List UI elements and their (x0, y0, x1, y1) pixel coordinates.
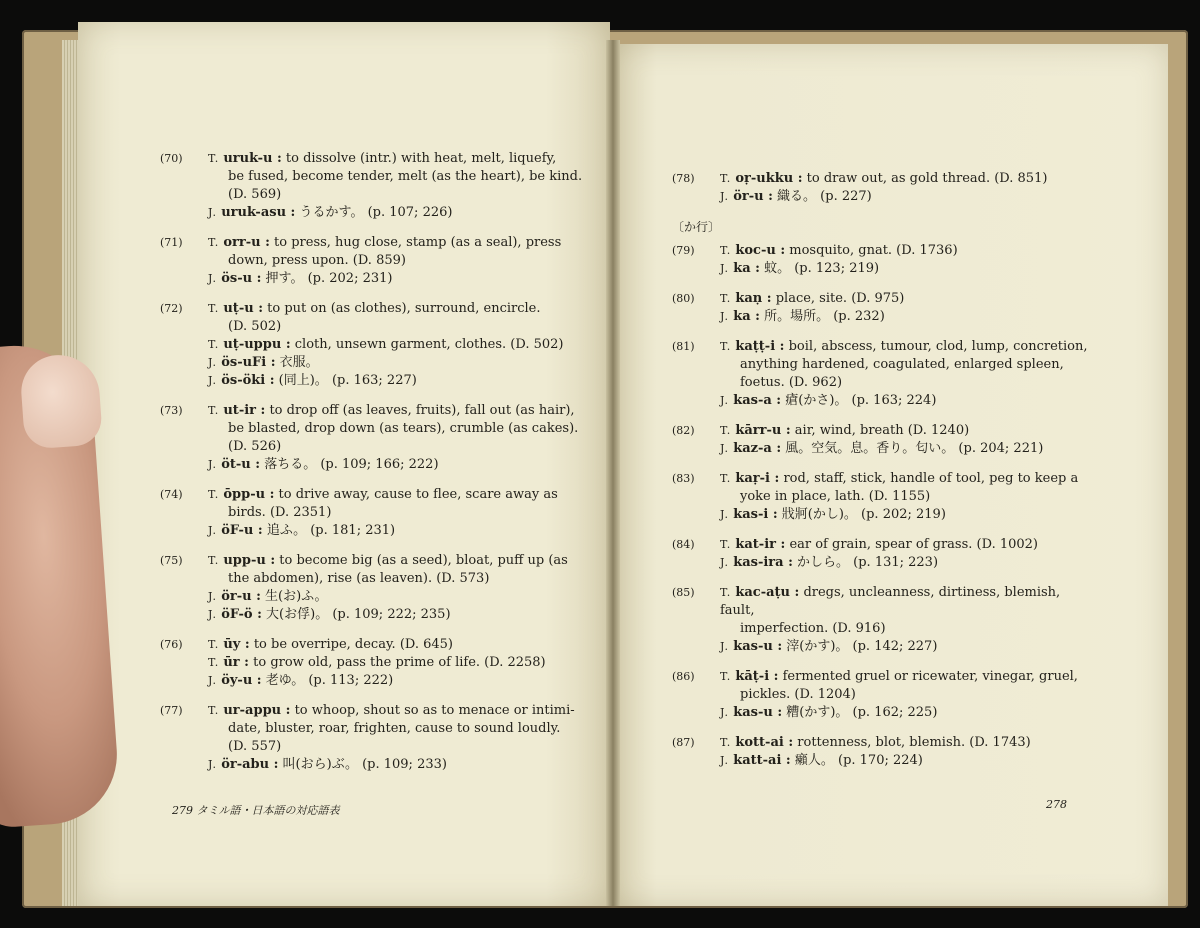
dictionary-entry (160, 234, 590, 288)
entry-line (160, 336, 590, 354)
language-tag: T. (208, 338, 220, 351)
language-tag: J. (208, 374, 218, 387)
headword: oṛ-ukku : (735, 171, 803, 186)
headword: ūy : (223, 637, 250, 652)
definition: to draw out, as gold thread. (D. 851) (802, 171, 1048, 186)
dictionary-entry (672, 242, 1094, 278)
entry-line (160, 636, 590, 654)
language-tag: J. (720, 706, 730, 719)
entry-line (672, 440, 1094, 458)
definition: to drive away, cause to flee, scare away as (274, 487, 558, 502)
language-tag: J. (208, 608, 218, 621)
definition: to become big (as a seed), bloat, puff up (as (275, 553, 568, 568)
definition: 所。場所。 (p. 232) (759, 309, 885, 324)
definition: to be overripe, decay. (D. 645) (249, 637, 454, 652)
entry-number: (72) (160, 302, 183, 315)
headword: kas-u : (733, 639, 783, 654)
definition: mosquito, gnat. (D. 1736) (785, 243, 958, 258)
entry-line (672, 290, 1094, 308)
headword: kas-ira : (733, 555, 793, 570)
dictionary-entry (672, 584, 1094, 656)
language-tag: J. (720, 190, 730, 203)
entry-line (160, 606, 590, 624)
language-tag: T. (208, 656, 220, 669)
headword: kas-i : (733, 507, 778, 522)
language-tag: T. (208, 704, 220, 717)
definition: 糟(かす)。 (p. 162; 225) (782, 705, 938, 720)
entry-line (160, 150, 590, 168)
language-tag: J. (720, 640, 730, 653)
definition: to grow old, pass the prime of life. (D. 2258) (249, 655, 546, 670)
definition: air, wind, breath (D. 1240) (790, 423, 970, 438)
entry-line (160, 672, 590, 690)
headword: kāṭ-i : (735, 669, 779, 684)
language-tag: J. (208, 758, 218, 771)
headword: koc-u : (735, 243, 786, 258)
left-folio: 279 タミル語・日本語の対応語表 (172, 804, 340, 817)
book-gutter (606, 40, 620, 906)
entry-number: (78) (672, 172, 695, 185)
entry-line (672, 338, 1094, 356)
entry-continuation: pickles. (D. 1204) (740, 687, 856, 702)
headword: ör-u : (221, 589, 261, 604)
entry-continuation: down, press upon. (D. 859) (228, 253, 406, 268)
headword: uruk-asu : (221, 205, 296, 220)
language-tag: J. (208, 206, 218, 219)
entry-number: (82) (672, 424, 695, 437)
entry-number: (87) (672, 736, 695, 749)
headword: kas-u : (733, 705, 783, 720)
definition: to whoop, shout so as to menace or intimi- (290, 703, 575, 718)
language-tag: T. (208, 554, 220, 567)
entry-line (672, 752, 1094, 770)
language-tag: T. (208, 236, 220, 249)
entry-line (160, 456, 590, 474)
entry-line (672, 536, 1094, 554)
entry-number: (74) (160, 488, 183, 501)
language-tag: J. (208, 524, 218, 537)
entry-line (672, 554, 1094, 572)
entry-line (672, 170, 1094, 188)
definition: rottenness, blot, blemish. (D. 1743) (793, 735, 1031, 750)
entry-line (160, 270, 590, 288)
definition: 生(お)ふ。 (260, 589, 328, 604)
definition: rod, staff, stick, handle of tool, peg to keep a (779, 471, 1079, 486)
headword: ös-öki : (221, 373, 275, 388)
entry-continuation: date, bluster, roar, frighten, cause to sound loudly. (228, 721, 561, 736)
headword: uṭ-u : (223, 301, 263, 316)
definition: to drop off (as leaves, fruits), fall out (as hair), (265, 403, 575, 418)
entry-number: (75) (160, 554, 183, 567)
headword: kac-aṭu : (735, 585, 800, 600)
dictionary-entry (160, 486, 590, 540)
entry-number: (81) (672, 340, 695, 353)
definition: 衣服。 (275, 355, 319, 370)
definition: 蚊。 (p. 123; 219) (759, 261, 880, 276)
headword: uruk-u : (223, 151, 282, 166)
entry-line (672, 668, 1094, 686)
dictionary-entry (672, 422, 1094, 458)
entry-line (672, 188, 1094, 206)
language-tag: J. (720, 556, 730, 569)
entry-line (672, 584, 1094, 620)
dictionary-entry (672, 668, 1094, 722)
entry-number: (80) (672, 292, 695, 305)
entry-continuation: yoke in place, lath. (D. 1155) (740, 489, 931, 504)
entry-line (672, 704, 1094, 722)
headword: ur-appu : (223, 703, 291, 718)
definition: to press, hug close, stamp (as a seal), press (269, 235, 562, 250)
headword: ös-uFi : (221, 355, 276, 370)
dictionary-entry (160, 702, 590, 774)
entry-line (160, 402, 590, 420)
headword: katt-ai : (733, 753, 791, 768)
language-tag: T. (720, 586, 732, 599)
dictionary-entry (672, 338, 1094, 410)
entry-line (160, 372, 590, 390)
headword: ör-u : (733, 189, 773, 204)
entry-number: (84) (672, 538, 695, 551)
entry-line (672, 734, 1094, 752)
entry-number: (85) (672, 586, 695, 599)
entry-number: (76) (160, 638, 183, 651)
section-heading: 〔か行〕 (672, 220, 721, 234)
definition: 老ゆ。 (p. 113; 222) (261, 673, 394, 688)
language-tag: T. (720, 736, 732, 749)
language-tag: T. (208, 488, 220, 501)
definition: (同上)。 (p. 163; 227) (274, 373, 417, 388)
entry-line (160, 486, 590, 504)
definition: 戕牁(かし)。 (p. 202; 219) (777, 507, 946, 522)
entry-number: (73) (160, 404, 183, 417)
entry-continuation: birds. (D. 2351) (228, 505, 332, 520)
entry-number: (71) (160, 236, 183, 249)
headword: öy-u : (221, 673, 262, 688)
entry-line (160, 354, 590, 372)
definition: to put on (as clothes), surround, encircle. (263, 301, 541, 316)
language-tag: T. (720, 670, 732, 683)
entry-continuation: (D. 526) (228, 439, 282, 454)
entry-continuation: imperfection. (D. 916) (740, 621, 886, 636)
headword: kas-a : (733, 393, 782, 408)
headword: kott-ai : (735, 735, 794, 750)
headword: kaṛ-i : (735, 471, 780, 486)
headword: ōpp-u : (223, 487, 275, 502)
entry-line (160, 300, 590, 318)
entry-number: (77) (160, 704, 183, 717)
left-page-text (160, 150, 590, 786)
dictionary-entry (672, 536, 1094, 572)
entry-number: (70) (160, 152, 183, 165)
entry-line (160, 522, 590, 540)
language-tag: J. (720, 394, 730, 407)
entry-line (160, 204, 590, 222)
dictionary-entry (160, 552, 590, 624)
headword: öF-u : (221, 523, 263, 538)
entry-line (672, 422, 1094, 440)
headword: orr-u : (223, 235, 270, 250)
entry-line (672, 638, 1094, 656)
headword: uṭ-uppu : (223, 337, 291, 352)
entry-line (160, 654, 590, 672)
definition: dregs, uncleanness, dirtiness, blemish, fault, (720, 585, 1061, 618)
definition: 押す。 (p. 202; 231) (261, 271, 393, 286)
headword: kat-ir : (735, 537, 786, 552)
right-page-text (672, 170, 1094, 782)
language-tag: T. (208, 404, 220, 417)
headword: öF-ö : (221, 607, 262, 622)
definition: 追ふ。 (p. 181; 231) (262, 523, 396, 538)
entry-line (672, 308, 1094, 326)
definition: cloth, unsewn garment, clothes. (D. 502) (290, 337, 564, 352)
headword: kaṭṭ-i : (735, 339, 785, 354)
headword: ka : (733, 309, 760, 324)
dictionary-entry (672, 290, 1094, 326)
entry-line (672, 506, 1094, 524)
dictionary-entry (160, 300, 590, 390)
definition: 瘡(かさ)。 (p. 163; 224) (781, 393, 937, 408)
language-tag: J. (208, 356, 218, 369)
language-tag: J. (720, 262, 730, 275)
headword: kaṇ : (735, 291, 772, 306)
language-tag: T. (720, 424, 732, 437)
entry-continuation: (D. 569) (228, 187, 282, 202)
definition: 風。空気。息。香り。匂い。 (p. 204; 221) (781, 441, 1044, 456)
entry-number: (83) (672, 472, 695, 485)
entry-line (160, 234, 590, 252)
entry-number: (86) (672, 670, 695, 683)
definition: 癩人。 (p. 170; 224) (790, 753, 923, 768)
headword: ut-ir : (223, 403, 266, 418)
headword: ka : (733, 261, 760, 276)
definition: 叫(おら)ぶ。 (p. 109; 233) (278, 757, 447, 772)
dictionary-entry (160, 402, 590, 474)
language-tag: J. (720, 442, 730, 455)
entry-continuation: be blasted, drop down (as tears), crumble (as cakes). (228, 421, 579, 436)
definition: うるかす。 (p. 107; 226) (295, 205, 453, 220)
definition: place, site. (D. 975) (771, 291, 905, 306)
definition: 落ちる。 (p. 109; 166; 222) (260, 457, 439, 472)
entry-continuation: (D. 557) (228, 739, 282, 754)
language-tag: J. (720, 310, 730, 323)
language-tag: T. (208, 302, 220, 315)
language-tag: J. (720, 508, 730, 521)
language-tag: T. (208, 152, 220, 165)
headword: ör-abu : (221, 757, 279, 772)
dictionary-entry (672, 470, 1094, 524)
entry-continuation: anything hardened, coagulated, enlarged spleen, (740, 357, 1064, 372)
entry-continuation: (D. 502) (228, 319, 282, 334)
right-folio: 278 (1046, 798, 1067, 811)
language-tag: J. (208, 674, 218, 687)
entry-line (672, 242, 1094, 260)
entry-continuation: be fused, become tender, melt (as the heart), be kind. (228, 169, 583, 184)
language-tag: T. (720, 538, 732, 551)
entry-line (160, 552, 590, 570)
language-tag: J. (208, 590, 218, 603)
definition: かしら。 (p. 131; 223) (792, 555, 939, 570)
headword: upp-u : (223, 553, 276, 568)
definition: fermented gruel or ricewater, vinegar, gruel, (778, 669, 1078, 684)
entry-line (160, 756, 590, 774)
entry-line (160, 588, 590, 606)
entry-continuation: foetus. (D. 962) (740, 375, 843, 390)
language-tag: T. (720, 472, 732, 485)
headword: ūr : (223, 655, 249, 670)
definition: 大(お俘)。 (p. 109; 222; 235) (261, 607, 451, 622)
language-tag: T. (720, 244, 732, 257)
entry-line (160, 702, 590, 720)
entry-line (672, 392, 1094, 410)
definition: to dissolve (intr.) with heat, melt, liquefy, (281, 151, 557, 166)
definition: ear of grain, spear of grass. (D. 1002) (785, 537, 1038, 552)
definition: 織る。 (p. 227) (772, 189, 872, 204)
dictionary-entry (160, 150, 590, 222)
language-tag: J. (720, 754, 730, 767)
headword: kaz-a : (733, 441, 782, 456)
language-tag: T. (720, 172, 732, 185)
dictionary-entry (672, 734, 1094, 770)
entry-number: (79) (672, 244, 695, 257)
definition: boil, abscess, tumour, clod, lump, concretion, (784, 339, 1088, 354)
entry-continuation: the abdomen), rise (as leaven). (D. 573) (228, 571, 490, 586)
definition: 滓(かす)。 (p. 142; 227) (782, 639, 938, 654)
headword: öt-u : (221, 457, 261, 472)
language-tag: J. (208, 458, 218, 471)
language-tag: J. (208, 272, 218, 285)
headword: ös-u : (221, 271, 262, 286)
language-tag: T. (720, 340, 732, 353)
dictionary-entry (672, 170, 1094, 206)
dictionary-entry (160, 636, 590, 690)
language-tag: T. (720, 292, 732, 305)
headword: kārr-u : (735, 423, 791, 438)
entry-line (672, 260, 1094, 278)
language-tag: T. (208, 638, 220, 651)
entry-line (672, 470, 1094, 488)
